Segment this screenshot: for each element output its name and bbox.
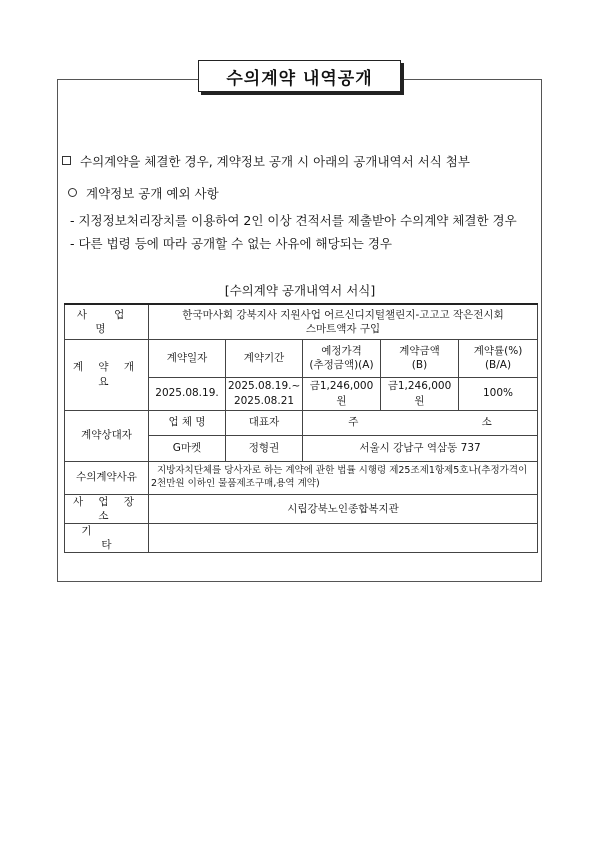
other-value — [149, 523, 538, 552]
site-value: 시립강북노인종합복지관 — [149, 494, 538, 523]
exception-heading — [68, 184, 219, 202]
overview-label: 계 약 개 요 — [65, 339, 149, 410]
estimated-price: 금1,246,000원 — [303, 377, 381, 410]
exception-heading-text: 계약정보 공개 예외 사항 — [86, 186, 219, 201]
address: 서울시 강남구 역삼동 737 — [303, 435, 538, 461]
contract-period-label: 계약기간 — [226, 339, 303, 377]
circle-bullet-icon — [68, 188, 77, 197]
estimated-price-label: 예정가격 (추정금액)(A) — [303, 339, 381, 377]
square-bullet-icon — [62, 156, 71, 165]
representative-label: 대표자 — [226, 410, 303, 435]
contract-period: 2025.08.19.~ 2025.08.21 — [226, 377, 303, 410]
project-name: 한국마사회 강북지사 지원사업 어르신디지털챌린지-고고고 작은전시회 스마트액자 구입 — [149, 304, 538, 339]
contract-amount: 금1,246,000원 — [381, 377, 459, 410]
notice-text: 수의계약을 체결한 경우, 계약정보 공개 시 아래의 공개내역서 서식 첨부 — [80, 154, 470, 169]
other-label: 기 타 — [65, 523, 149, 552]
company-name: G마켓 — [149, 435, 226, 461]
page-title: 수의계약 내역공개 — [198, 60, 401, 92]
exception-item-2: - 다른 법령 등에 따라 공개할 수 없는 사유에 해당되는 경우 — [70, 236, 392, 251]
notice-line — [62, 152, 470, 170]
reason-label: 수의계약사유 — [65, 461, 149, 494]
contract-rate-label: 계약률(%) (B/A) — [459, 339, 538, 377]
contract-amount-label: 계약금액 (B) — [381, 339, 459, 377]
site-label: 사 업 장 소 — [65, 494, 149, 523]
contract-date-label: 계약일자 — [149, 339, 226, 377]
project-label: 사 업 명 — [65, 304, 149, 339]
disclosure-table — [64, 303, 552, 553]
company-label: 업 체 명 — [149, 410, 226, 435]
reason-text: 지방자치단체를 당사자로 하는 계약에 관한 법률 시행령 제25조제1항제5호나(추정가격이 2천만원 이하인 물품제조구매,용역 계약) — [149, 461, 538, 494]
contract-date: 2025.08.19. — [149, 377, 226, 410]
address-label: 주 소 — [303, 410, 538, 435]
exception-item-1: - 지정정보처리장치를 이용하여 2인 이상 견적서를 제출받아 수의계약 체결한 경우 — [70, 213, 517, 228]
form-title: [수의계약 공개내역서 서식] — [224, 283, 376, 298]
representative-name: 정형권 — [226, 435, 303, 461]
counterparty-label: 계약상대자 — [65, 410, 149, 461]
contract-rate: 100% — [459, 377, 538, 410]
